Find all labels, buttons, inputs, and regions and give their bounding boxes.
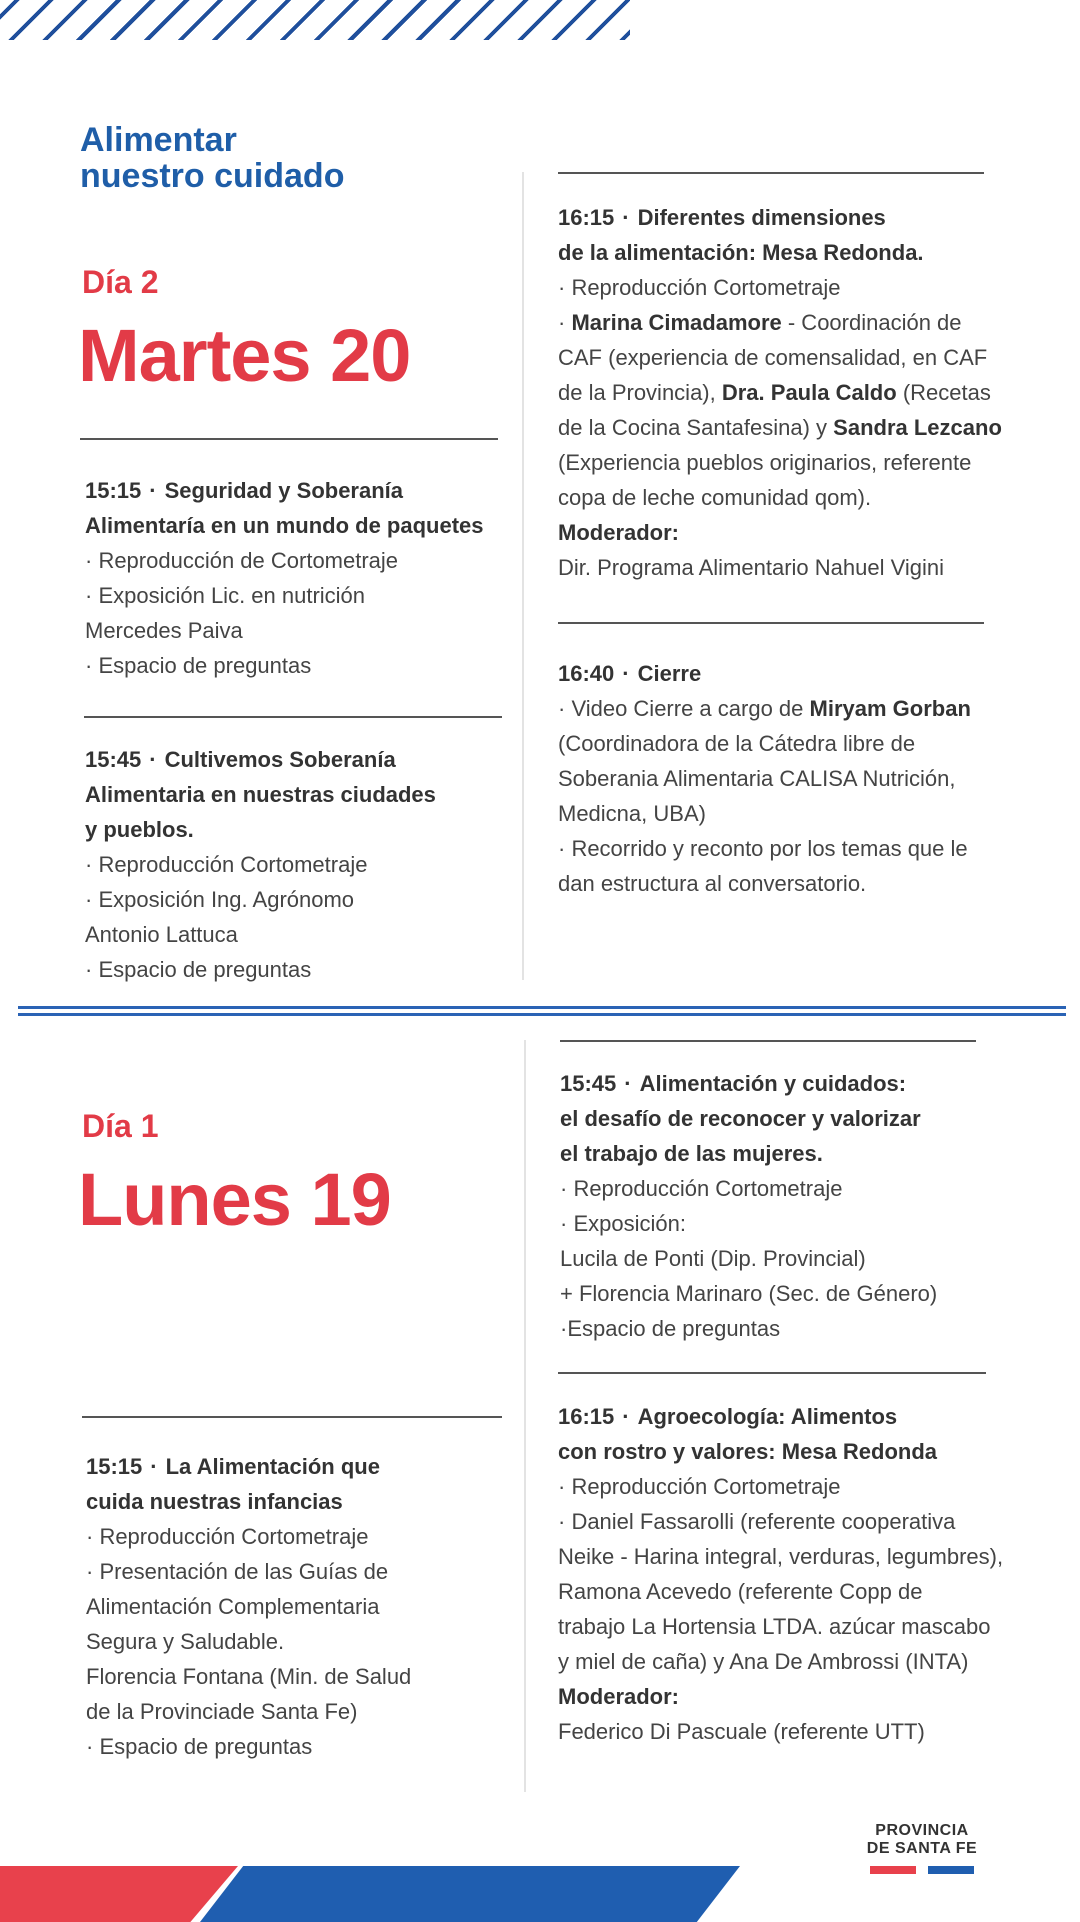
- session-heading: 16:15 · Diferentes dimensiones: [558, 205, 886, 230]
- session-heading: 15:15 · Seguridad y Soberanía: [85, 478, 404, 503]
- divider: [558, 622, 984, 624]
- session-day2-1640: 16:40 · Cierre · Video Cierre a cargo de Miryam Gorban (Coordinadora de la Cátedra libre de Soberania Alimentaria CALISA Nutrición, Medicna, UBA) · Recorrido y reconto por los temas que le dan estructura al conversatorio.: [558, 656, 1018, 901]
- section-separator: [18, 1013, 1066, 1016]
- logo-red-bar: [870, 1866, 916, 1874]
- divider: [558, 1372, 986, 1374]
- column-divider: [524, 1040, 526, 1792]
- divider: [560, 1040, 976, 1042]
- logo-blue-bar: [928, 1866, 974, 1874]
- footer-red-band: [0, 1866, 238, 1922]
- day2-label: Día 2: [82, 264, 159, 300]
- footer-blue-band: [200, 1866, 740, 1922]
- day2-date: Martes 20: [78, 314, 411, 397]
- section-separator: [18, 1006, 1066, 1009]
- provincia-logo: PROVINCIA DE SANTA FE: [852, 1822, 992, 1874]
- session-day1-1615: 16:15 · Agroecología: Alimentos con rostro y valores: Mesa Redonda · Reproducción Cortometraje · Daniel Fassarolli (referente cooperativa Neike - Harina integral, verduras, legumbres), Ramona Acevedo (referente Copp de trabajo La Hortensia LTDA. azúcar mascabo y miel de caña) y Ana De Ambrossi (INTA) Moderador: Federico Di Pascuale (referente UTT): [558, 1399, 1028, 1749]
- divider: [80, 438, 498, 440]
- session-heading: 16:40 · Cierre: [558, 661, 702, 686]
- divider: [84, 716, 502, 718]
- session-day1-1545: 15:45 · Alimentación y cuidados: el desafío de reconocer y valorizar el trabajo de las mujeres. · Reproducción Cortometraje · Exposición: Lucila de Ponti (Dip. Provincial) + Florencia Marinaro (Sec. de Género) ·Espacio de preguntas: [560, 1066, 1020, 1346]
- session-day1-1515: 15:15 · La Alimentación que cuida nuestras infancias · Reproducción Cortometraje · Presentación de las Guías de Alimentación Complementaria Segura y Saludable. Florencia Fontana (Min. de Salud de la Provinciade Santa Fe) · Espacio de preguntas: [86, 1449, 516, 1764]
- session-heading: 15:45 · Alimentación y cuidados:: [560, 1071, 907, 1096]
- session-day2-1615: 16:15 · Diferentes dimensiones de la alimentación: Mesa Redonda. · Reproducción Cortometraje · Marina Cimadamore - Coordinación de CAF (experiencia de comensalidad, en CAF de la Provincia), Dra. Paula Caldo (Recetas de la Cocina Santafesina) y Sandra Lezcano (Experiencia pueblos originarios, referente copa de leche comunidad qom). Moderador: Dir. Programa Alimentario Nahuel Vigini: [558, 200, 1018, 585]
- session-day2-1545: 15:45 · Cultivemos Soberanía Alimentaria en nuestras ciudades y pueblos. · Reproducción Cortometraje · Exposición Ing. Agrónomo Antonio Lattuca · Espacio de preguntas: [85, 742, 525, 987]
- session-day2-1515: 15:15 · Seguridad y Soberanía Alimentaría en un mundo de paquetes · Reproducción de Cortometraje · Exposición Lic. en nutrición Mercedes Paiva · Espacio de preguntas: [85, 473, 525, 683]
- divider: [82, 1416, 502, 1418]
- day1-date: Lunes 19: [78, 1158, 391, 1241]
- divider: [558, 172, 984, 174]
- session-heading: 16:15 · Agroecología: Alimentos: [558, 1404, 898, 1429]
- event-title: Alimentar nuestro cuidado: [80, 121, 345, 195]
- session-heading: 15:15 · La Alimentación que: [86, 1454, 380, 1479]
- decorative-stripes: [0, 0, 630, 40]
- day1-label: Día 1: [82, 1108, 159, 1144]
- session-heading: 15:45 · Cultivemos Soberanía: [85, 747, 396, 772]
